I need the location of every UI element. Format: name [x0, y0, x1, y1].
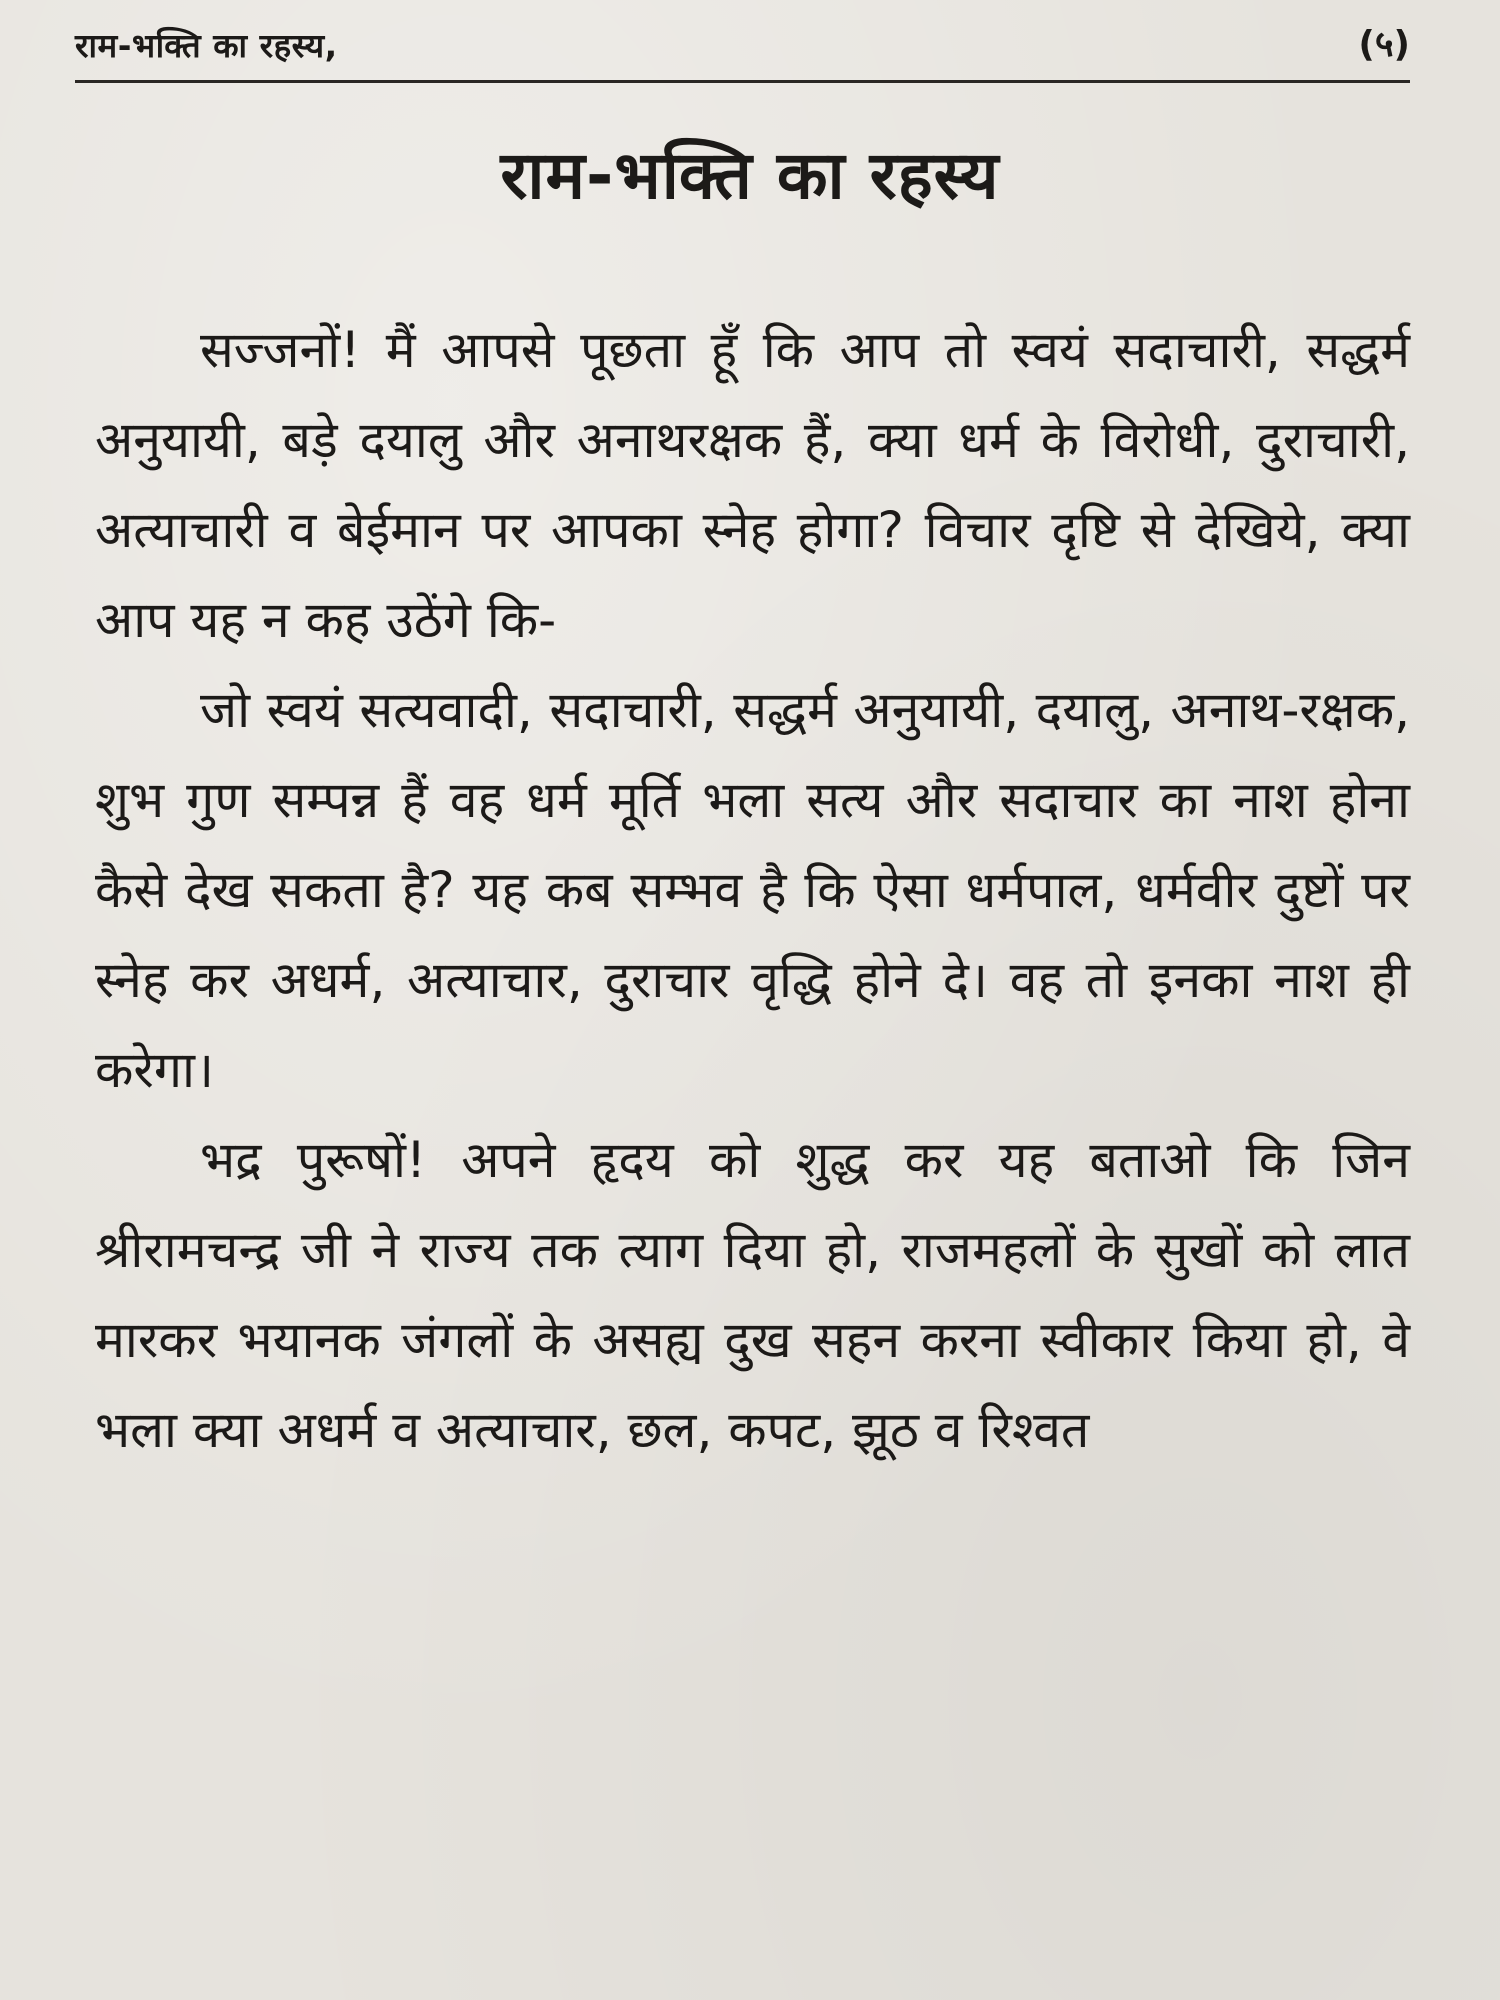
header-rule [75, 80, 1410, 83]
chapter-title: राम-भक्ति का रहस्य [500, 137, 1000, 214]
page-number: (५) [1358, 24, 1410, 65]
paragraph-1: सज्जनों! मैं आपसे पूछता हूँ कि आप तो स्वयं सदाचारी, सद्धर्म अनुयायी, बड़े दयालु और अनाथरक्षक हैं, क्या धर्म के विरोधी, दुराचारी, अत्याचारी व बेईमान पर आपका स्नेह होगा? विचार दृष्टि से देखिये, क्या आप यह न कह उठेंगे कि- [95, 321, 1410, 649]
paragraph-3: भद्र पुरूषों! अपने हृदय को शुद्ध कर यह बताओ कि जिन श्रीरामचन्द्र जी ने राज्य तक त्याग दिया हो, राजमहलों के सुखों को लात मारकर भयानक जंगलों के असह्य दुख सहन करना स्वीकार किया हो, वे भला क्या अधर्म व अत्याचार, छल, कपट, झूठ व रिश्वत [95, 1131, 1410, 1459]
body-text [95, 305, 1410, 1475]
running-head: राम-भक्ति का रहस्य, [75, 26, 338, 65]
paragraph-2: जो स्वयं सत्यवादी, सदाचारी, सद्धर्म अनुयायी, दयालु, अनाथ-रक्षक, शुभ गुण सम्पन्न हैं वह धर्म मूर्ति भला सत्य और सदाचार का नाश होना कैसे देख सकता है? यह कब सम्भव है कि ऐसा धर्मपाल, धर्मवीर दुष्टों पर स्नेह कर अधर्म, अत्याचार, दुराचार वृद्धि होने दे। वह तो इनका नाश ही करेगा। [95, 681, 1410, 1099]
